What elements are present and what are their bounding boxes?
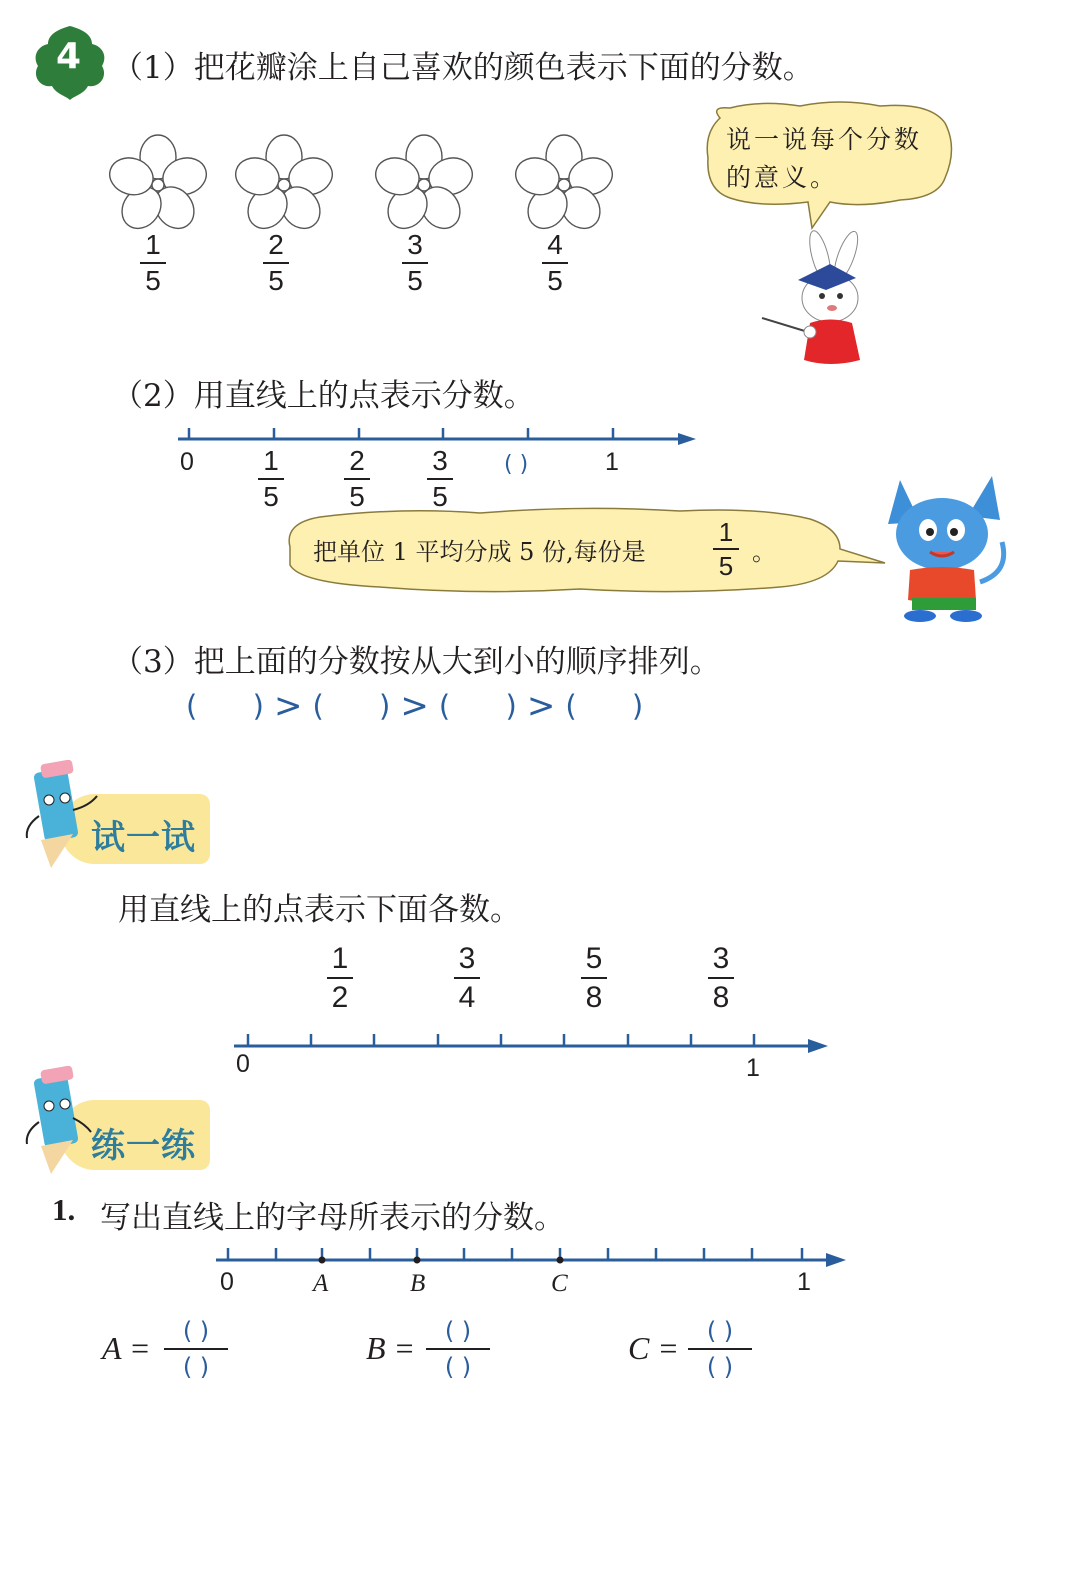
fraction: 1 2: [320, 942, 360, 1014]
answer-blank[interactable]: ( ): [312, 689, 391, 723]
tick-label-one: 1: [605, 448, 619, 476]
numerator-blank[interactable]: ( ): [444, 1317, 472, 1345]
fraction: 3 4: [447, 942, 487, 1014]
fraction: 5 8: [574, 942, 614, 1014]
bubble-fraction: 1 5: [706, 518, 746, 580]
flower-icon[interactable]: [514, 133, 614, 233]
tick-label-one: 1: [797, 1268, 811, 1296]
tick-label-zero: 0: [236, 1050, 250, 1078]
cat-illustration: [880, 472, 1015, 622]
answer-blank[interactable]: ( ): [504, 452, 529, 477]
section-badge-practice: [15, 1066, 205, 1178]
answer-fraction-a[interactable]: [161, 1317, 231, 1381]
answer-label-c: C =: [628, 1330, 679, 1366]
question-number: 1.: [52, 1192, 76, 1227]
fraction: 3 5: [420, 446, 460, 512]
tick-label-zero: 0: [180, 448, 194, 476]
part1-instruction: （1）把花瓣涂上自己喜欢的颜色表示下面的分数。: [112, 50, 814, 86]
fraction: 3 8: [701, 942, 741, 1014]
greater-than-symbol: >: [526, 686, 556, 726]
answer-blank[interactable]: ( ): [186, 689, 264, 723]
answer-blank[interactable]: ( ): [565, 689, 644, 723]
rabbit-teacher-illustration: [760, 228, 880, 368]
number-line: [210, 1244, 850, 1274]
fraction: 1 5: [251, 446, 291, 512]
answer-fraction-b[interactable]: [423, 1317, 493, 1381]
fraction: 1 5: [133, 230, 173, 296]
point-label-a: A: [313, 1270, 329, 1297]
problem-number: 4: [56, 36, 82, 77]
section-title: 练一练: [91, 1126, 196, 1166]
numerator-blank[interactable]: ( ): [182, 1317, 210, 1345]
numerator-blank[interactable]: ( ): [706, 1317, 734, 1345]
flower-icon[interactable]: [374, 133, 474, 233]
bubble-period: 。: [752, 538, 776, 566]
bubble-text: 把单位 1 平均分成 5 份,每份是: [313, 538, 646, 566]
fraction: 3 5: [395, 230, 435, 296]
point-label-b: B: [410, 1270, 426, 1297]
greater-than-symbol: >: [273, 686, 303, 726]
answer-fraction-c[interactable]: [685, 1317, 755, 1381]
answer-blank[interactable]: ( ): [438, 689, 517, 723]
section-badge-try: [15, 760, 205, 872]
bubble-text-line2: 的意义。: [726, 163, 839, 192]
tick-label-zero: 0: [220, 1268, 234, 1296]
denominator-blank[interactable]: ( ): [444, 1353, 472, 1381]
fraction: 2 5: [337, 446, 377, 512]
answer-label-a: A =: [102, 1330, 151, 1366]
tick-label-one: 1: [746, 1054, 760, 1082]
section-title: 试一试: [91, 818, 196, 858]
point-label-c: C: [551, 1270, 568, 1297]
question-text: 写出直线上的字母所表示的分数。: [100, 1200, 565, 1236]
flower-icon[interactable]: [234, 133, 334, 233]
fraction: 4 5: [535, 230, 575, 296]
problem-number-badge: [30, 22, 110, 102]
part2-instruction: （2）用直线上的点表示分数。: [112, 378, 535, 414]
bubble-text-line1: 说一说每个分数: [726, 125, 923, 154]
part3-instruction: （3）把上面的分数按从大到小的顺序排列。: [112, 644, 721, 680]
greater-than-symbol: >: [400, 686, 429, 726]
flower-row: [108, 133, 628, 233]
answer-label-b: B =: [366, 1330, 416, 1366]
try-instruction: 用直线上的点表示下面各数。: [118, 892, 521, 928]
denominator-blank[interactable]: ( ): [182, 1353, 210, 1381]
fraction: 2 5: [256, 230, 296, 296]
ordering-row: [186, 686, 643, 726]
denominator-blank[interactable]: ( ): [706, 1353, 734, 1381]
flower-icon[interactable]: [108, 133, 208, 233]
